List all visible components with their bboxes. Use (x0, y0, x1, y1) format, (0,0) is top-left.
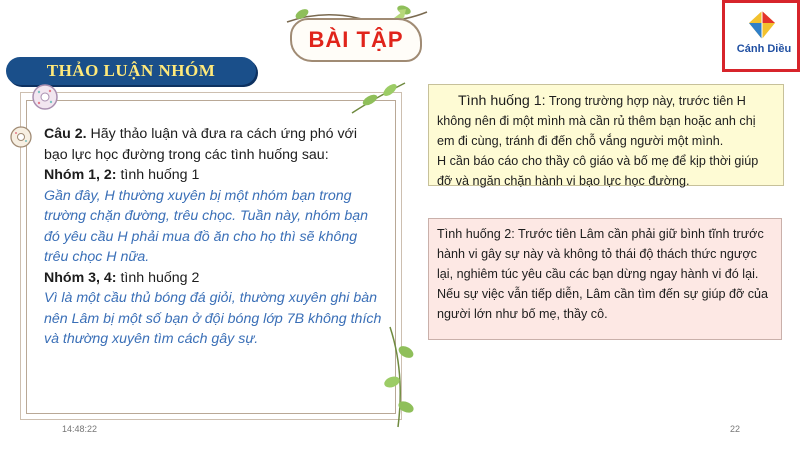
leaf-branch-icon (350, 78, 410, 118)
answer1-paragraph (437, 91, 775, 151)
title-banner (290, 18, 422, 62)
group2-label: Nhóm 3, 4: (44, 269, 117, 286)
answer2-text: Tình huống 2: Trước tiên Lâm cần phải giữ bình tĩnh trước hành vi gây sự này và không tỏ thái độ thách thức ngược lại, nghiêm túc yêu cầu các bạn dừng ngay hành vi đó lại. (437, 227, 764, 281)
answer-box-situation1 (428, 84, 784, 186)
question (44, 124, 382, 165)
group1-label: Nhóm 1, 2: (44, 167, 117, 183)
section-tab (6, 57, 256, 85)
answer1-lead: Tình huống 1: (458, 93, 546, 109)
logo-text: Cánh Diều (736, 43, 792, 55)
discussion-content (44, 124, 382, 350)
situation1-text: Gần đây, H thường xuyên bị một nhóm bạn trong trường chặn đường, trêu chọc. Tuần này, nhóm bạn đó yêu cầu H phải mua đồ ăn cho họ thì sẽ không trêu chọc H nữa. (44, 187, 369, 265)
answer-box-situation2 (428, 218, 782, 340)
group1-text: tình huống 1 (116, 167, 200, 183)
group2-heading (44, 268, 382, 289)
answer1-text2: H cần báo cáo cho thầy cô giáo và bố mẹ để kịp thời giúp đỡ và ngăn chặn hành vi bạo lực học đường. (437, 154, 759, 188)
group1-heading (44, 165, 382, 186)
logo (722, 0, 800, 72)
answer1-text: Trong trường hợp này, trước tiên H không nên đi một mình mà cần rủ thêm bạn hoặc anh chị em đi cùng, tránh đi đến chỗ vắng người một mình. (437, 94, 756, 148)
kite-icon (747, 9, 777, 41)
donut-icon (30, 82, 60, 112)
page-title: BÀI TẬP (308, 27, 404, 52)
answer2-text2: Nếu sự việc vẫn tiếp diễn, Lâm cần tìm đến sự giúp đỡ của người lớn như bố mẹ, thầy cô. (437, 287, 769, 321)
question-text: Hãy thảo luận và đưa ra cách ứng phó với bạo lực học đường trong các tình huống sau: (44, 126, 358, 163)
footer-time: 14:48:22 (62, 424, 98, 434)
section-tab-label: THẢO LUẬN NHÓM (46, 61, 216, 80)
question-label: Câu 2. (44, 126, 87, 142)
donut-icon (8, 124, 34, 150)
leaf-branch-icon (380, 322, 420, 432)
page-number: 22 (730, 424, 741, 434)
situation2-text: Vì là một cầu thủ bóng đá giỏi, thường xuyên ghi bàn nên Lâm bị một số bạn ở đội bóng lớp 7B không thích và thường xuyên tìm cách gây sự. (44, 290, 382, 347)
group2-text: tình huống 2 (116, 269, 200, 286)
